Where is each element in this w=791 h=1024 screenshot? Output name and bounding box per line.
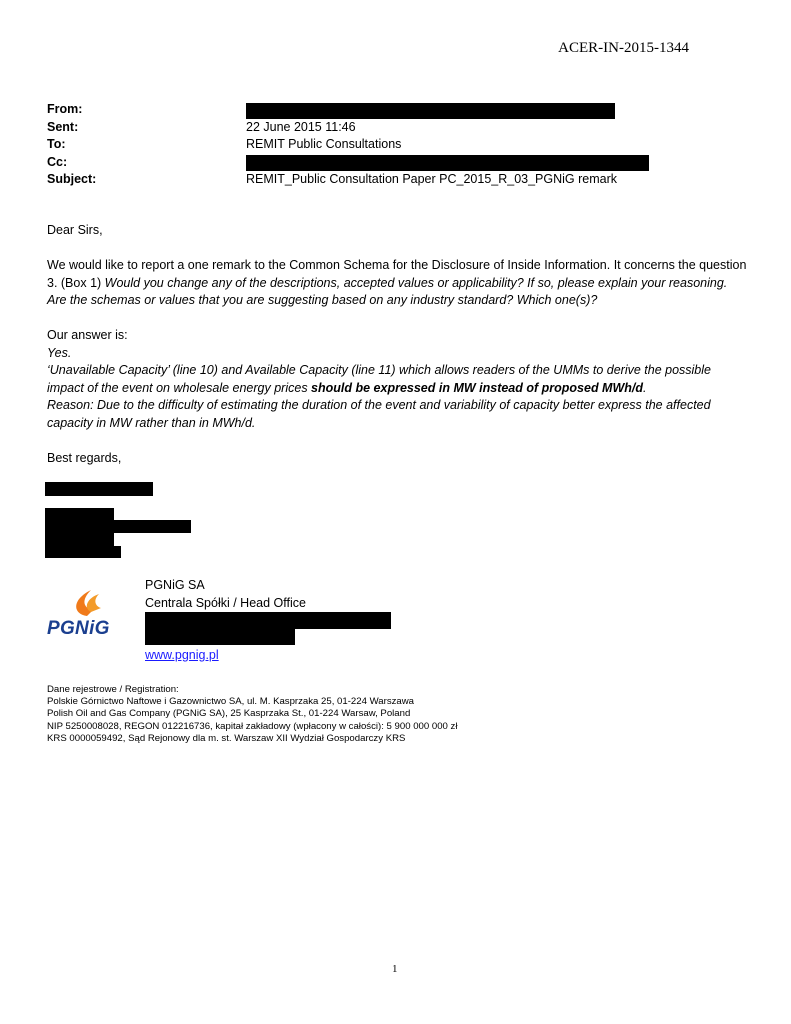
email-header — [47, 102, 747, 190]
redacted-sender-name — [45, 482, 153, 496]
redacted-address — [145, 612, 391, 629]
registration-heading: Dane rejestrowe / Registration: — [47, 684, 179, 695]
company-name: PGNiG SA — [145, 578, 205, 592]
registration-line: Polskie Górnictwo Naftowe i Gazownictwo SA, ul. M. Kasprzaka 25, 01-224 Warszawa — [47, 696, 415, 708]
to-value: REMIT Public Consultations — [246, 137, 402, 151]
answer-paragraph — [47, 362, 747, 397]
logo-text: PGNiG — [47, 618, 110, 639]
office-name: Centrala Spółki / Head Office — [145, 595, 306, 610]
subject-value: REMIT_Public Consultation Paper PC_2015_R_03_PGNiG remark — [246, 172, 618, 186]
to-row — [47, 137, 747, 155]
registration-line: KRS 0000059492, Sąd Rejonowy dla m. st. Warszaw XII Wydział Gospodarczy KRS — [47, 732, 406, 744]
cc-row — [47, 155, 747, 173]
greeting: Dear Sirs, — [47, 223, 103, 237]
from-label: From: — [47, 102, 83, 116]
website-link[interactable]: www.pgnig.pl — [145, 648, 219, 662]
to-label: To: — [47, 137, 66, 151]
redacted-sender-title — [45, 508, 114, 558]
answer-label: Our answer is: — [47, 328, 128, 342]
sent-value: 22 June 2015 11:46 — [246, 119, 356, 134]
registration-block — [47, 684, 457, 745]
redacted-cc — [246, 155, 649, 171]
registration-line: Polish Oil and Gas Company (PGNiG SA), 25 Kasprzaka St., 01-224 Warsaw, Poland — [47, 708, 411, 720]
intro-paragraph — [47, 257, 747, 310]
redacted-sender-title-2 — [112, 520, 191, 533]
redacted-sender-title-3 — [112, 546, 121, 558]
answer-text: ‘Unavailable Capacity’ (line 10) and Available Capacity (line 11) which allows readers of the UMMs to derive the possible impact of the event on wholesale energy prices — [47, 363, 711, 395]
pgnig-logo — [47, 586, 119, 638]
from-row — [47, 102, 747, 120]
subject-row — [47, 172, 747, 190]
sent-row — [47, 120, 747, 138]
email-body — [47, 222, 747, 467]
answer-end: . — [643, 380, 647, 395]
subject-label: Subject: — [47, 172, 97, 186]
registration-line: NIP 5250008028, REGON 012216736, kapitał zakładowy (wpłacony w całości): 5 900 000 000 zł — [47, 720, 458, 732]
cc-label: Cc: — [47, 154, 68, 169]
document-id: ACER-IN-2015-1344 — [558, 40, 689, 56]
answer-emphasis: should be expressed in MW instead of proposed MWh/d — [311, 380, 644, 395]
question-text: Would you change any of the descriptions, accepted values or applicability? If so, please explain your reasoning. Are the schemas or values that you are suggesting based on any industry standard? Which one(s)? — [47, 275, 728, 307]
answer-yes: Yes. — [47, 345, 72, 360]
reason-paragraph: Reason: Due to the difficulty of estimating the duration of the event and variability of capacity better express the affected capacity in MW rather than in MWh/d. — [47, 398, 711, 430]
closing: Best regards, — [47, 450, 122, 465]
redacted-phone — [145, 629, 295, 645]
page-number: 1 — [392, 963, 398, 975]
sent-label: Sent: — [47, 119, 79, 134]
redacted-from — [246, 103, 615, 119]
intro-text: We would like to report a one remark to the Common Schema for the Disclosure of Inside Information. It concerns the question 3. (Box 1) — [47, 258, 747, 290]
flame-icon — [47, 586, 119, 620]
